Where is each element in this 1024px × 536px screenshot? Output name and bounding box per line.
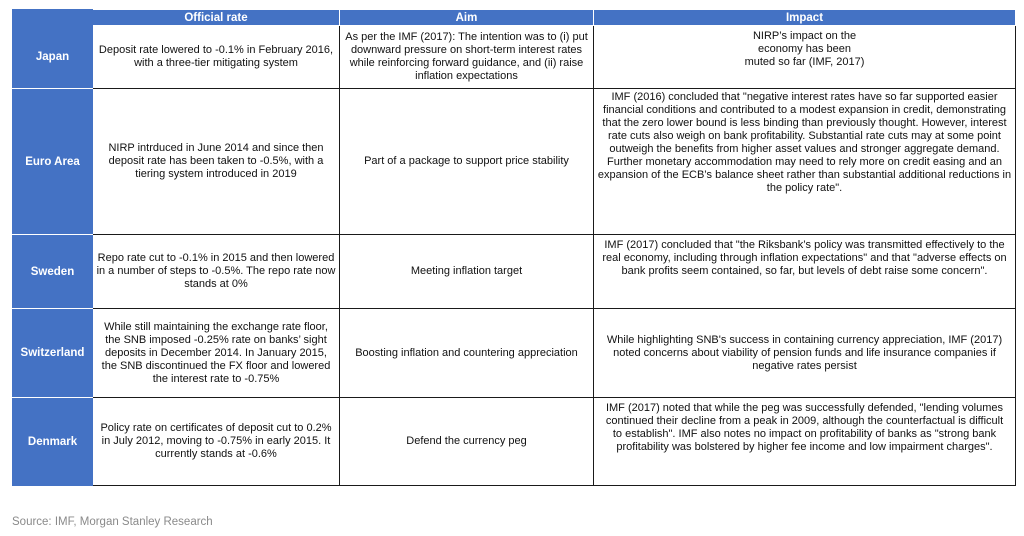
cell-impact: While highlighting SNB's success in containing currency appreciation, IMF (2017) noted concerns about viability of pension funds and life insurance companies if negative rates persist [594,309,1016,398]
header-official-rate: Official rate [93,10,340,26]
header-impact: Impact [594,10,1016,26]
cell-impact: IMF (2017) concluded that "the Riksbank’s policy was transmitted effectively to the real economy, including through inflation expectations" and that "adverse effects on bank profits seem contained, so far, but levels of debt raise some concern". [594,235,1016,309]
header-corner [13,10,93,26]
cell-official-rate: Policy rate on certificates of deposit cut to 0.2% in July 2012, moving to -0.75% in early 2015. It currently stands at -0.6% [93,398,340,486]
cell-official-rate: While still maintaining the exchange rate floor, the SNB imposed -0.25% rate on banks’ sight deposits in December 2014. In January 2015, the SNB discontinued the FX floor and lowered the interest rate to -0.75% [93,309,340,398]
cell-official-rate: Deposit rate lowered to -0.1% in February 2016, with a three-tier mitigating system [93,26,340,89]
cell-impact: IMF (2017) noted that while the peg was successfully defended, "lending volumes continued their decline from a peak in 2009, although the counterfactual is difficult to establish". IMF also notes no impact on profitability of banks as "strong bank profitability was bolstered by higher fee income and low impairment charges". [594,398,1016,486]
cell-aim: Boosting inflation and countering appreciation [340,309,594,398]
row-label-euro-area: Euro Area [13,89,93,235]
cell-impact: IMF (2016) concluded that "negative interest rates have so far supported easier financial conditions and contributed to a modest expansion in credit, demonstrating that the zero lower bound is less binding than previously thought. However, interest rate cuts also weigh on bank profitability. Substantial rate cuts may at some point outweigh the benefits from higher asset values and stronger aggregate demand. Further monetary accommodation may need to rely more on credit easing and an expansion of the ECB’s balance sheet rather than substantial additional reductions in the policy rate". [594,89,1016,235]
cell-aim: As per the IMF (2017): The intention was to (i) put downward pressure on short-term interest rates while reinforcing forward guidance, and (ii) raise inflation expectations [340,26,594,89]
row-label-sweden: Sweden [13,235,93,309]
cell-official-rate: Repo rate cut to -0.1% in 2015 and then lowered in a number of steps to -0.5%. The repo rate now stands at 0% [93,235,340,309]
cell-aim: Defend the currency peg [340,398,594,486]
cell-impact: NIRP’s impact on the economy has been muted so far (IMF, 2017) [594,26,1016,89]
cell-official-rate: NIRP intrduced in June 2014 and since then deposit rate has been taken to -0.5%, with a tiering system introduced in 2019 [93,89,340,235]
nirp-comparison-table [12,9,1016,486]
header-row [13,10,1016,26]
table-row-euro-area [13,89,1016,235]
table-row-sweden [13,235,1016,309]
row-label-switzerland: Switzerland [13,309,93,398]
table-row-denmark [13,398,1016,486]
table-row-switzerland [13,309,1016,398]
source-note: Source: IMF, Morgan Stanley Research [12,516,213,528]
cell-aim: Meeting inflation target [340,235,594,309]
cell-aim: Part of a package to support price stability [340,89,594,235]
table-row-japan [13,26,1016,89]
header-aim: Aim [340,10,594,26]
row-label-denmark: Denmark [13,398,93,486]
row-label-japan: Japan [13,26,93,89]
